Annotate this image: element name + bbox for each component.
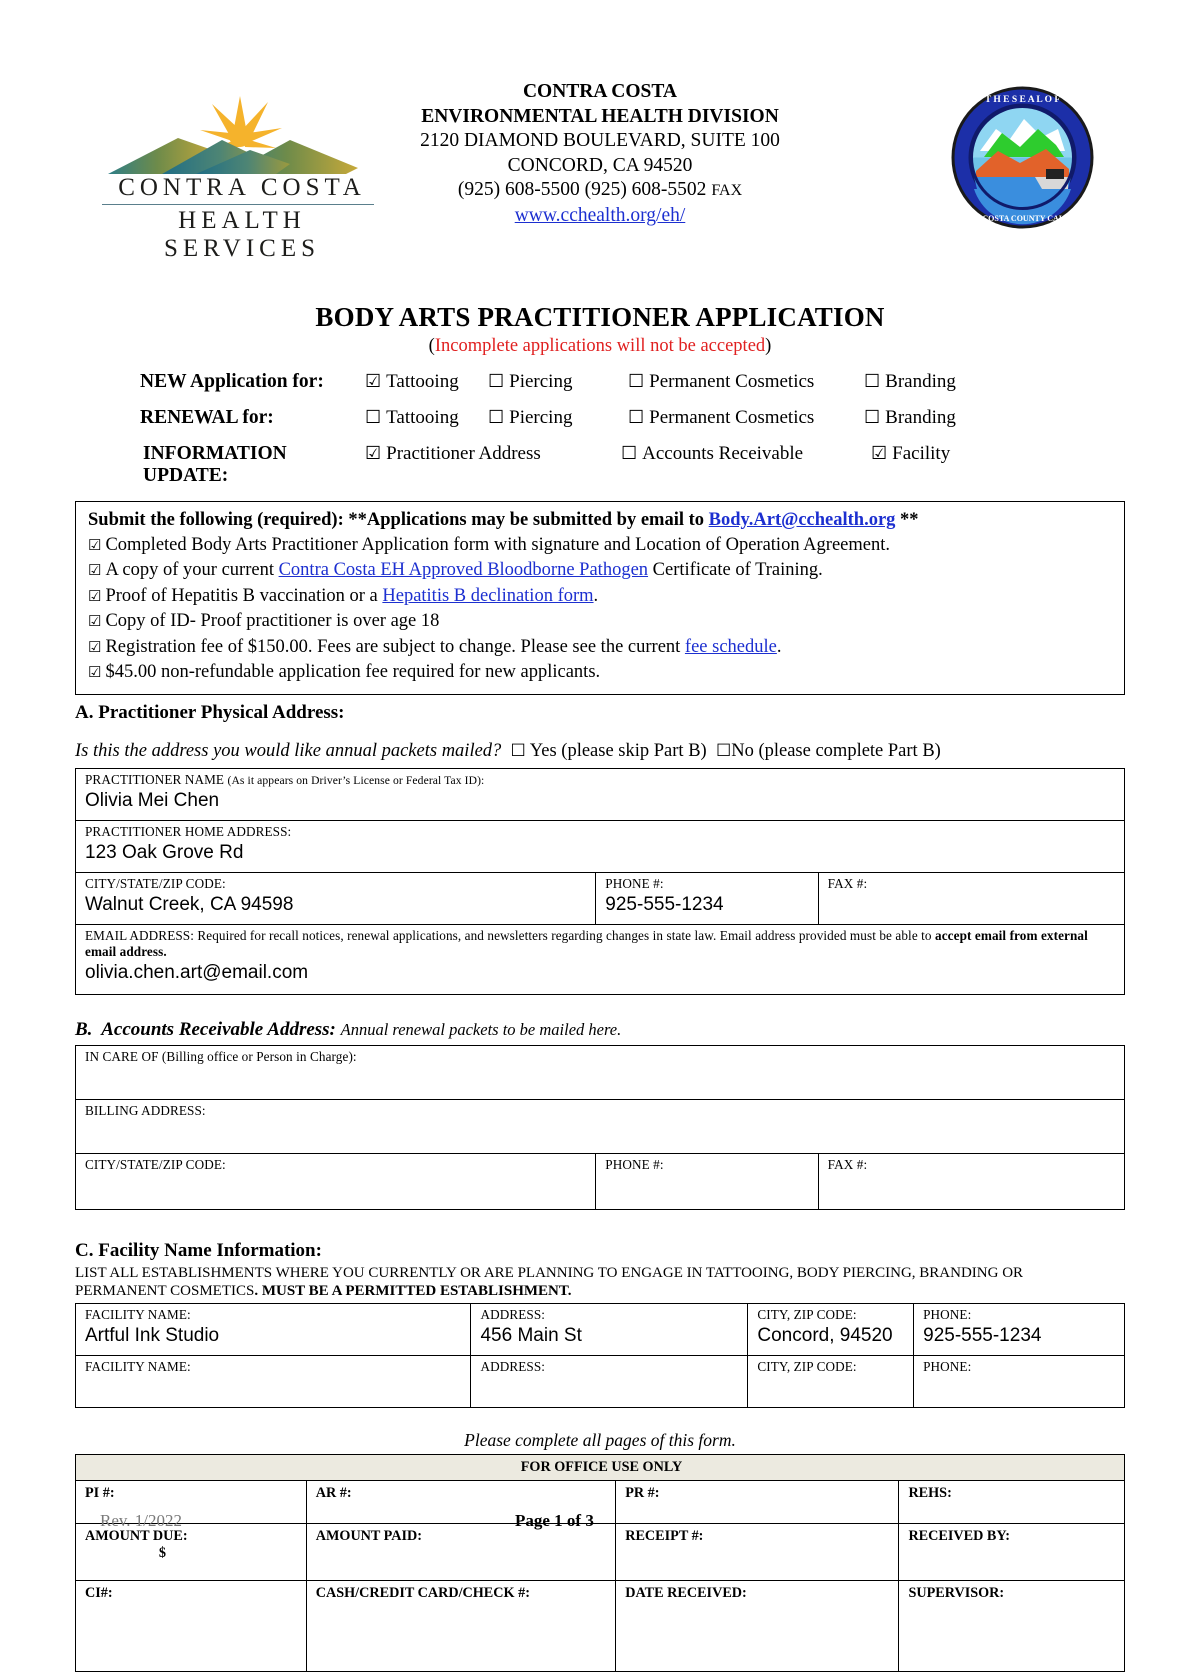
facility-table — [75, 1303, 1125, 1408]
facility-name-label: FACILITY NAME: — [85, 1358, 191, 1374]
label-main: PRACTITIONER NAME — [85, 771, 225, 787]
table-row — [76, 1153, 1125, 1209]
billing-city-cell[interactable] — [76, 1153, 596, 1209]
office-use-table — [75, 1454, 1125, 1672]
checkbox-renewal-tattooing[interactable] — [365, 407, 488, 429]
checkbox-icon: ☑ — [871, 443, 888, 463]
phone-value: 925-555-1234 — [605, 893, 724, 915]
pi-number-label: PI #: — [85, 1484, 115, 1501]
table-row — [76, 820, 1125, 872]
label-sub: (As it appears on Driver’s License or Federal Tax ID): — [227, 773, 485, 787]
facility-city-zip-value: Concord, 94520 — [757, 1324, 893, 1346]
facility-phone-value: 925-555-1234 — [923, 1324, 1042, 1346]
checkbox-new-permanent-cosmetics[interactable] — [628, 371, 864, 393]
submission-item-text-post: Certificate of Training. — [648, 560, 823, 580]
facility-address-cell-2[interactable] — [471, 1355, 748, 1407]
amount-paid-label: AMOUNT PAID: — [315, 1527, 423, 1544]
city-state-zip-value: Walnut Creek, CA 94598 — [85, 893, 294, 915]
checkbox-renewal-branding[interactable] — [864, 407, 956, 429]
facility-address-label: ADDRESS: — [480, 1358, 546, 1374]
table-row — [76, 768, 1125, 820]
county-seal — [950, 85, 1095, 230]
checkbox-icon: ☑ — [365, 371, 382, 391]
bloodborne-pathogen-link[interactable]: Contra Costa EH Approved Bloodborne Pathogen — [278, 560, 649, 580]
facility-name-value: Artful Ink Studio — [85, 1324, 220, 1346]
facility-address-label: ADDRESS: — [480, 1306, 546, 1322]
checkbox-icon: ☐ — [488, 407, 505, 427]
facility-city-zip-cell-2[interactable] — [748, 1355, 914, 1407]
svg-text:CONTRA COSTA COUNTY CALIFORNIA: CONTRA COSTA COUNTY CALIFORNIA — [950, 214, 1095, 223]
accounts-receivable-table — [75, 1045, 1125, 1210]
logo-divider — [102, 204, 374, 205]
ci-number-label: CI#: — [85, 1584, 113, 1601]
submission-item-text-post: . — [593, 585, 599, 606]
section-c-heading: C. Facility Name Information: — [75, 1239, 322, 1261]
supervisor-cell[interactable] — [899, 1580, 1125, 1671]
facility-name-label: FACILITY NAME: — [85, 1306, 191, 1322]
option-label: Practitioner Address — [386, 443, 541, 464]
checkbox-icon: ☑ — [365, 443, 382, 463]
section-b-letter: B. — [75, 1018, 93, 1040]
page-number-label: Page 1 of 3 — [515, 1511, 594, 1530]
subtitle-text: Incomplete applications will not be accepted — [434, 336, 766, 356]
supervisor-label: SUPERVISOR: — [908, 1584, 1005, 1601]
subtitle-close-paren: ) — [765, 336, 772, 356]
information-update-row — [75, 443, 1125, 487]
logo-sun-mountain-icon — [100, 88, 380, 178]
checkbox-update-accounts-receivable[interactable] — [621, 443, 855, 465]
received-by-cell[interactable] — [899, 1523, 1125, 1580]
facility-city-zip-label: CITY, ZIP CODE: — [757, 1358, 857, 1374]
pr-number-label: PR #: — [625, 1484, 660, 1501]
logo-text-line2: HEALTH SERVICES — [163, 207, 321, 262]
agency-phone-line — [320, 178, 880, 204]
option-label: Tattooing — [386, 407, 459, 428]
facility-phone-cell[interactable] — [914, 1303, 1125, 1355]
section-b-title: Accounts Receivable Address: — [101, 1018, 336, 1040]
email-address-label — [85, 928, 1118, 960]
submission-item-text: Copy of ID- Proof practitioner is over age 18 — [105, 611, 440, 631]
option-label: Facility — [892, 443, 951, 464]
phone-label: PHONE #: — [605, 875, 664, 891]
new-application-label: NEW Application for: — [140, 371, 324, 392]
city-state-zip-cell[interactable] — [76, 872, 596, 924]
agency-fax-label: FAX — [711, 182, 743, 199]
facility-phone-label: PHONE: — [923, 1358, 972, 1374]
page-header — [75, 0, 1125, 280]
submission-item — [88, 609, 1114, 635]
amount-due-cell[interactable] — [76, 1523, 307, 1580]
option-label: Permanent Cosmetics — [649, 407, 815, 428]
table-row — [76, 1523, 1125, 1580]
section-c-instructions — [75, 1264, 1125, 1300]
facility-city-zip-cell[interactable] — [748, 1303, 914, 1355]
in-care-of-label: IN CARE OF (Billing office or Person in Charge): — [85, 1048, 357, 1064]
option-label: Piercing — [509, 371, 573, 392]
fax-label: FAX #: — [827, 875, 868, 891]
revision-label: Rev. 1/2022 — [100, 1511, 183, 1530]
date-received-cell[interactable] — [616, 1580, 899, 1671]
yes-label: Yes — [529, 740, 557, 761]
facility-name-cell[interactable] — [76, 1303, 471, 1355]
cchs-logo — [100, 88, 380, 263]
mailing-address-question: Is this the address you would like annual packets mailed? — [75, 740, 502, 761]
renewal-row — [75, 407, 1125, 429]
practitioner-name-value: Olivia Mei Chen — [85, 789, 220, 811]
ar-number-label: AR #: — [315, 1484, 352, 1501]
billing-address-cell[interactable] — [76, 1099, 1125, 1153]
ci-number-cell[interactable] — [76, 1580, 307, 1671]
pr-number-cell[interactable] — [616, 1480, 899, 1523]
section-a-heading: A. Practitioner Physical Address: — [75, 701, 345, 723]
body-art-email-link[interactable]: Body.Art@cchealth.org — [708, 510, 896, 530]
option-label: Tattooing — [386, 371, 459, 392]
payment-method-cell[interactable] — [306, 1580, 615, 1671]
checkbox-new-piercing[interactable] — [488, 371, 628, 393]
checkbox-icon: ☑ — [88, 588, 102, 605]
submission-heading-post: ** — [895, 510, 919, 530]
checkbox-icon: ☐ — [864, 371, 881, 391]
billing-phone-label: PHONE #: — [605, 1156, 664, 1172]
submission-item — [88, 558, 1114, 584]
instructions-line1: LIST ALL ESTABLISHMENTS WHERE YOU CURRENTLY OR ARE PLANNING TO ENGAGE IN TATTOOING, BODY PIERCING, BRANDING OR — [75, 1264, 1024, 1281]
date-received-label: DATE RECEIVED: — [625, 1584, 747, 1601]
agency-address-block — [320, 80, 880, 228]
facility-phone-label: PHONE: — [923, 1306, 972, 1322]
logo-text-line1: CONTRA COSTA — [118, 174, 366, 201]
table-row — [76, 1303, 1125, 1355]
no-label: No — [731, 740, 754, 761]
amount-due-value: $ — [158, 1544, 166, 1561]
facility-name-cell-2[interactable] — [76, 1355, 471, 1407]
checkbox-icon: ☐ — [488, 371, 505, 391]
submission-item-text-post: . — [776, 636, 782, 657]
practitioner-address-table — [75, 768, 1125, 995]
table-row — [76, 1480, 1125, 1523]
complete-all-pages-note: Please complete all pages of this form. — [464, 1429, 736, 1450]
amount-paid-cell[interactable] — [306, 1523, 615, 1580]
billing-address-label: BILLING ADDRESS: — [85, 1102, 206, 1118]
page-subtitle — [75, 336, 1125, 357]
section-b-note: Annual renewal packets to be mailed here. — [340, 1019, 622, 1039]
submission-item — [88, 635, 1114, 661]
submission-item-text: Registration fee of $150.00. Fees are subject to change. Please see the current — [105, 636, 685, 657]
submission-heading-pre: Submit the following (required): **Applications may be submitted by email to — [88, 510, 709, 530]
checkbox-icon: ☑ — [88, 639, 102, 656]
page-title: BODY ARTS PRACTITIONER APPLICATION — [315, 302, 885, 332]
option-label: Permanent Cosmetics — [649, 371, 815, 392]
agency-city-state-zip: CONCORD, CA 94520 — [507, 154, 693, 176]
option-label: Piercing — [509, 407, 573, 428]
facility-address-value: 456 Main St — [480, 1324, 582, 1346]
home-address-label: PRACTITIONER HOME ADDRESS: — [85, 823, 292, 839]
facility-address-cell[interactable] — [471, 1303, 748, 1355]
table-row — [76, 1045, 1125, 1099]
checkbox-icon: ☐ — [621, 443, 638, 463]
table-row — [76, 872, 1125, 924]
table-row — [76, 1355, 1125, 1407]
checkbox-mail-yes[interactable] — [506, 741, 557, 761]
checkbox-icon: ☑ — [88, 537, 102, 554]
home-address-value: 123 Oak Grove Rd — [85, 841, 244, 863]
checkbox-mail-no[interactable] — [711, 741, 754, 761]
home-address-cell[interactable] — [76, 820, 1125, 872]
submission-item — [88, 660, 1114, 686]
submission-item-text: A copy of your current — [105, 560, 279, 580]
submission-heading — [88, 508, 1114, 533]
option-label: Branding — [885, 371, 956, 392]
subtitle-open-paren: ( — [428, 336, 435, 356]
fee-schedule-link[interactable]: fee schedule — [684, 636, 777, 657]
billing-city-label: CITY/STATE/ZIP CODE: — [85, 1156, 226, 1172]
received-by-label: RECEIVED BY: — [908, 1527, 1011, 1544]
table-row — [76, 924, 1125, 994]
checkbox-icon: ☐ — [628, 407, 645, 427]
new-application-row — [75, 371, 1125, 393]
city-state-zip-label: CITY/STATE/ZIP CODE: — [85, 875, 226, 891]
checkbox-icon: ☐ — [864, 407, 881, 427]
checkbox-icon: ☑ — [88, 614, 102, 630]
checkbox-update-practitioner-address[interactable] — [365, 443, 605, 465]
checkbox-icon: ☐ — [365, 407, 382, 427]
phone-cell[interactable] — [596, 872, 818, 924]
facility-phone-cell-2[interactable] — [914, 1355, 1125, 1407]
checkbox-icon: ☑ — [88, 563, 102, 579]
agency-street-address: 2120 DIAMOND BOULEVARD, SUITE 100 — [420, 130, 780, 151]
email-address-value: olivia.chen.art@email.com — [85, 961, 309, 983]
office-use-title: FOR OFFICE USE ONLY — [76, 1454, 1125, 1480]
billing-fax-cell[interactable] — [818, 1153, 1124, 1209]
agency-phone: (925) 608-5500 (925) 608-5502 — [457, 179, 707, 200]
receipt-number-cell[interactable] — [616, 1523, 899, 1580]
information-update-label: INFORMATION UPDATE: — [143, 443, 287, 486]
svg-text:T H E S E A L O F: T H E S E A L O F — [984, 95, 1061, 105]
submission-requirements-box — [75, 501, 1125, 695]
checkbox-renewal-permanent-cosmetics[interactable] — [628, 407, 864, 429]
checkbox-icon: ☐ — [628, 371, 645, 391]
submission-item-text: Completed Body Arts Practitioner Application form with signature and Location of Operation Agreement. — [105, 534, 890, 555]
submission-item — [88, 584, 1114, 610]
in-care-of-cell[interactable] — [76, 1045, 1125, 1099]
email-label-bold: accept email from external email address. — [85, 927, 1088, 959]
table-row — [76, 1099, 1125, 1153]
facility-city-zip-label: CITY, ZIP CODE: — [757, 1306, 857, 1322]
submission-item-text: $45.00 non-refundable application fee required for new applicants. — [105, 662, 601, 682]
fax-cell[interactable] — [818, 872, 1124, 924]
checkbox-renewal-piercing[interactable] — [488, 407, 628, 429]
yes-note: (please skip Part B) — [561, 740, 707, 761]
instructions-line2: PERMANENT COSMETICS — [75, 1282, 255, 1299]
submission-item-text: Proof of Hepatitis B vaccination or a — [105, 585, 383, 606]
checkbox-new-branding[interactable] — [864, 371, 956, 393]
rehs-cell[interactable] — [899, 1480, 1125, 1523]
billing-fax-label: FAX #: — [827, 1156, 868, 1172]
hepatitis-b-declination-link[interactable]: Hepatitis B declination form — [382, 585, 594, 606]
submission-item — [88, 533, 1114, 559]
no-note: (please complete Part B) — [758, 740, 941, 761]
practitioner-name-label — [85, 772, 1118, 788]
application-type-rows — [75, 371, 1125, 487]
agency-name-line1: CONTRA COSTA — [522, 81, 678, 102]
agency-website-link[interactable]: www.cchealth.org/eh/ — [514, 204, 686, 226]
table-row — [76, 1580, 1125, 1671]
mailing-address-question-row — [75, 741, 1125, 762]
checkbox-update-facility[interactable] — [871, 443, 950, 465]
amount-due-label: AMOUNT DUE: — [85, 1527, 188, 1544]
email-address-cell[interactable] — [76, 924, 1125, 994]
checkbox-icon: ☐ — [510, 740, 526, 760]
renewal-label: RENEWAL for: — [140, 407, 274, 428]
rehs-label: REHS: — [908, 1484, 952, 1501]
checkbox-new-tattooing[interactable] — [365, 371, 488, 393]
billing-phone-cell[interactable] — [596, 1153, 818, 1209]
receipt-number-label: RECEIPT #: — [625, 1527, 704, 1544]
option-label: Branding — [885, 407, 956, 428]
practitioner-name-cell[interactable] — [76, 768, 1125, 820]
table-row — [76, 1454, 1125, 1480]
payment-method-label: CASH/CREDIT CARD/CHECK #: — [315, 1584, 530, 1601]
agency-name-line2: ENVIRONMENTAL HEALTH DIVISION — [421, 105, 779, 127]
county-seal-icon — [950, 85, 1095, 230]
section-b-heading — [75, 1019, 1125, 1041]
instructions-line2-bold: . MUST BE A PERMITTED ESTABLISHMENT. — [254, 1282, 572, 1299]
email-label-text: EMAIL ADDRESS: Required for recall notices, renewal applications, and newsletters regarding changes in state law. Email address provided must be able to — [85, 927, 936, 943]
option-label: Accounts Receivable — [642, 443, 804, 464]
checkbox-icon: ☑ — [88, 665, 102, 681]
checkbox-icon: ☐ — [715, 740, 732, 760]
